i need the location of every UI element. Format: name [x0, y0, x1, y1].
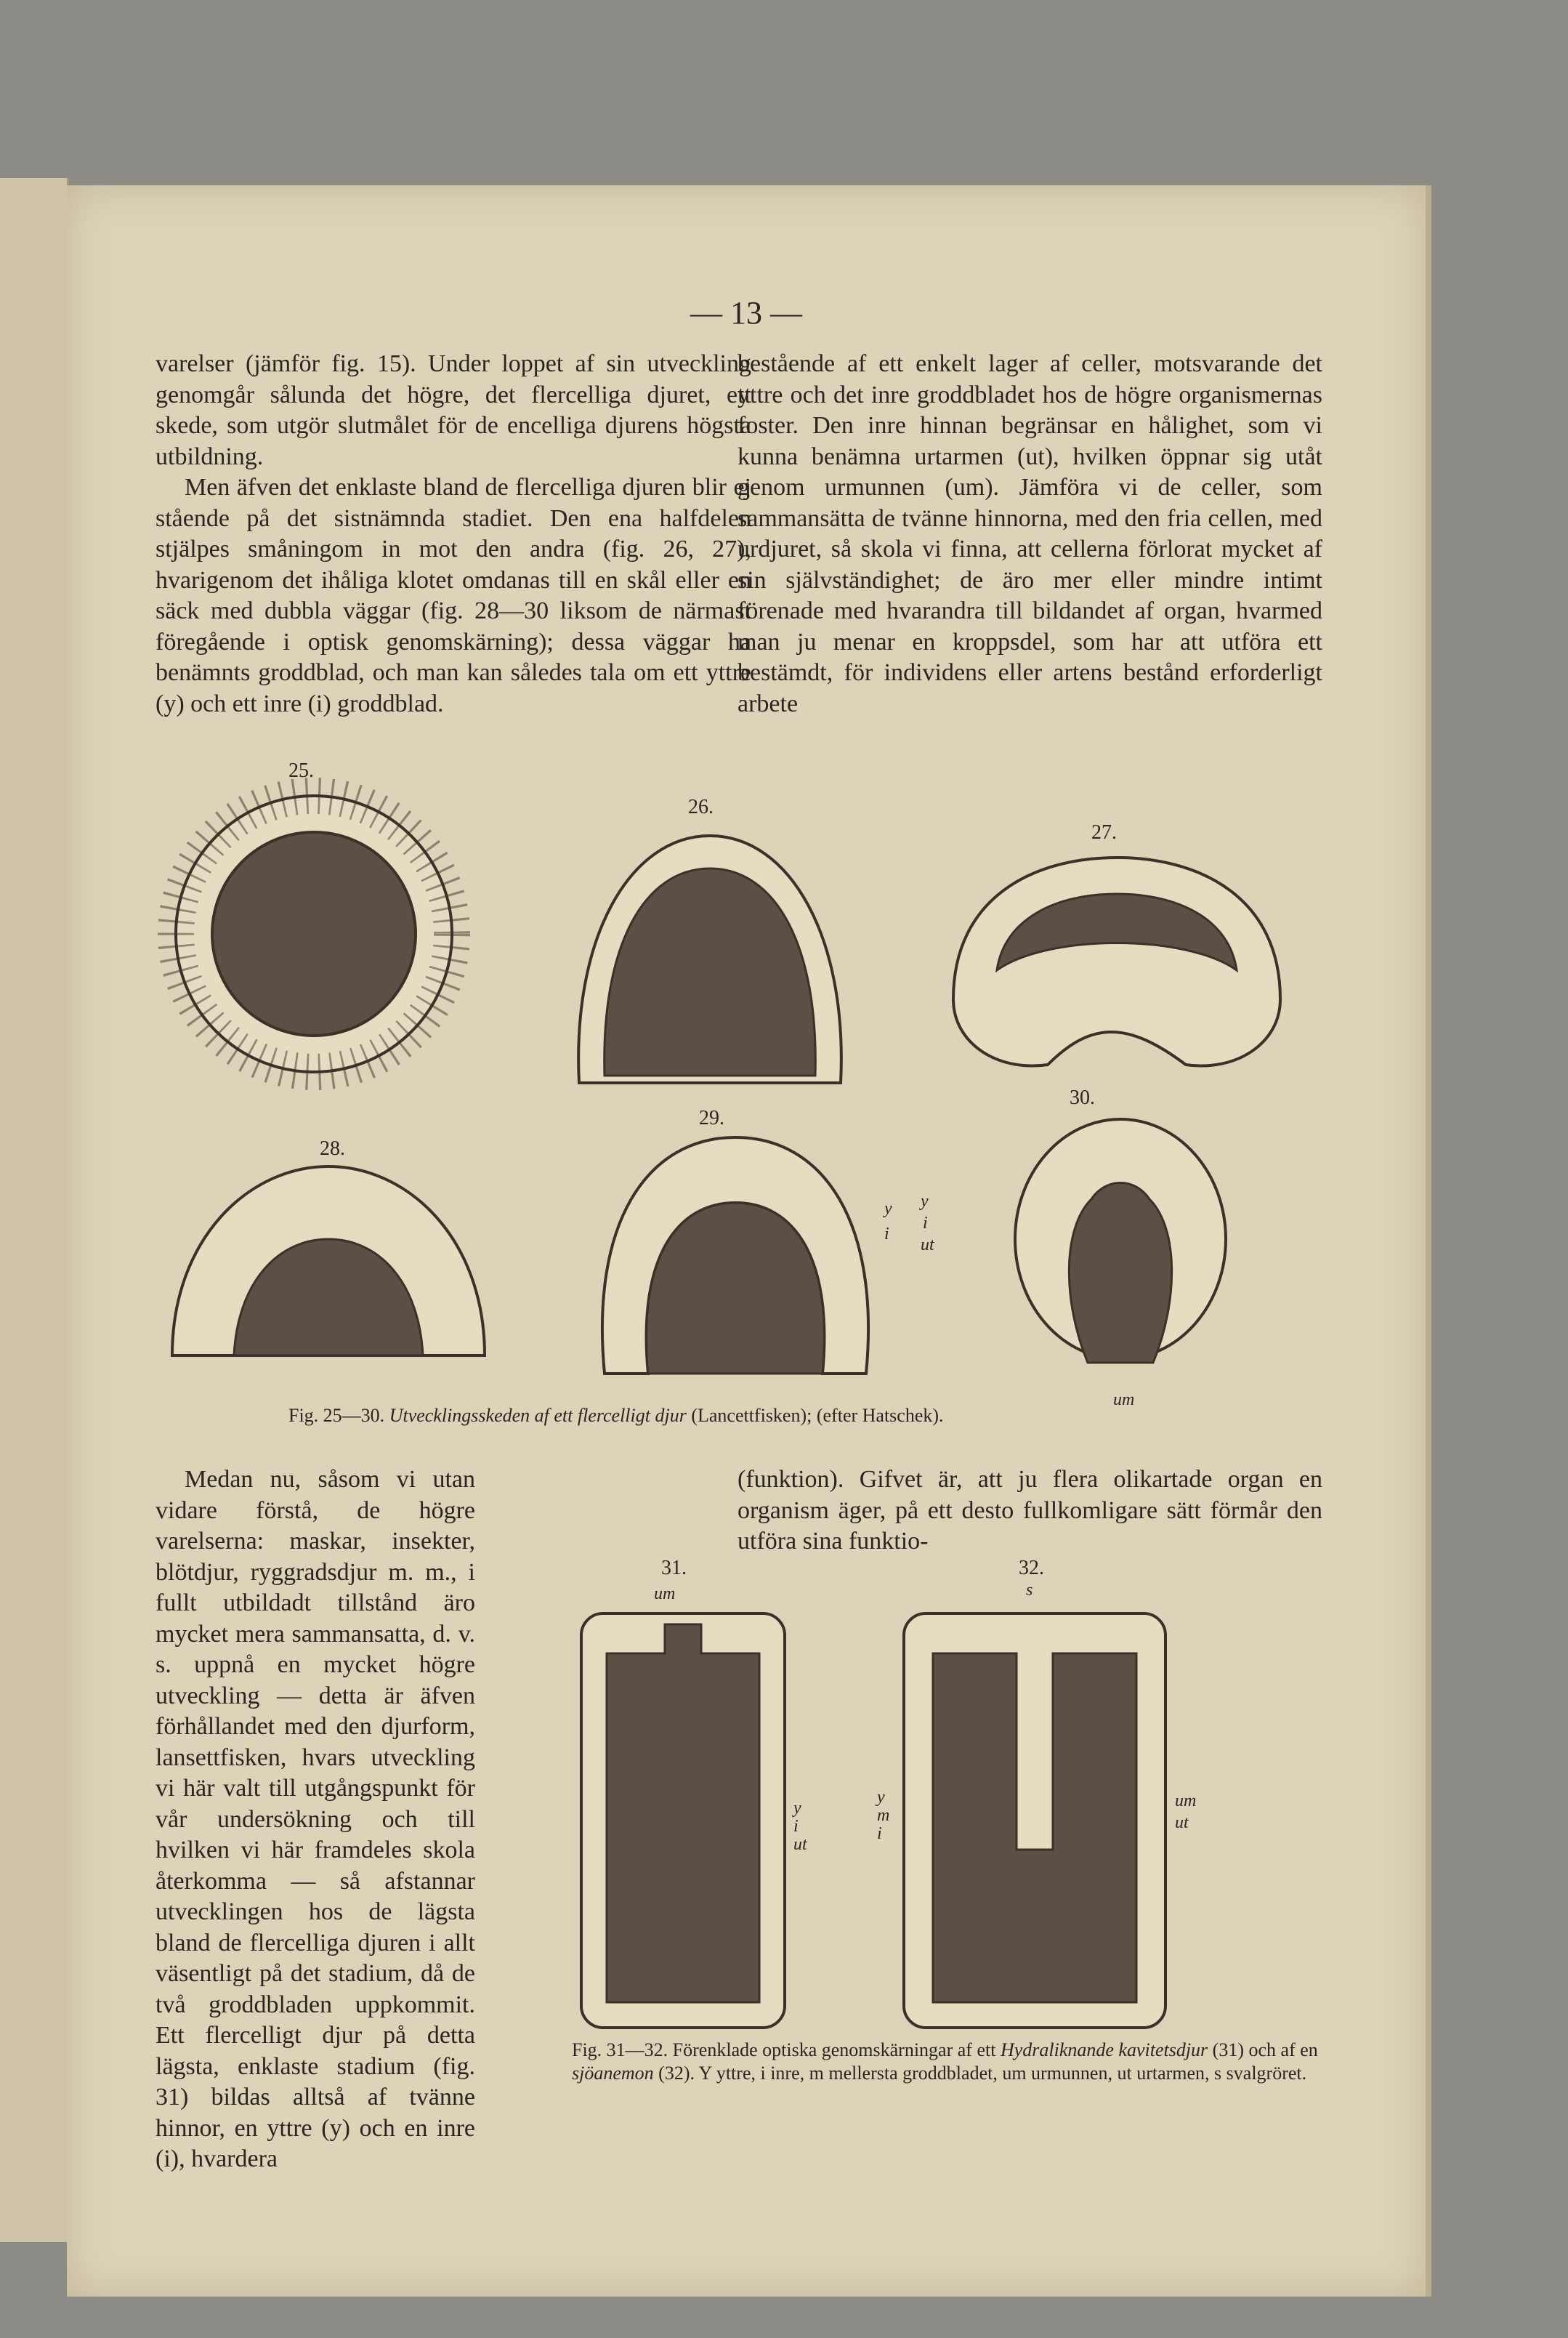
figure-label-27: 27. — [1091, 821, 1117, 844]
label-ut: ut — [921, 1235, 934, 1254]
label-y: y — [884, 1199, 892, 1218]
label-i: i — [877, 1824, 882, 1843]
figure-label-28: 28. — [320, 1137, 345, 1160]
paragraph: varelser (jämför fig. 15). Under loppet af sin utveckling genomgår sålunda det högre, det flercelliga djuret, ett skede, som utgör slutmålet för de encelliga djurens högsta utbildning. — [155, 350, 751, 470]
figure-label-30: 30. — [1070, 1087, 1095, 1109]
label-i: i — [884, 1225, 889, 1243]
book-page — [67, 185, 1426, 2297]
figure-31-drawing — [578, 1610, 788, 2031]
label-um: um — [1113, 1390, 1135, 1409]
top-left-column — [155, 349, 751, 719]
label-ut: ut — [1175, 1813, 1189, 1832]
label-um: um — [654, 1584, 676, 1603]
figure-29-drawing — [590, 1134, 881, 1377]
label-y: y — [793, 1799, 801, 1818]
bottom-right-column — [737, 1464, 1322, 1557]
figure-caption-25-30: Fig. 25—30. Utvecklingsskeden af ett flercelligt djur (Lancettfisken); (efter Hatschek). — [288, 1405, 944, 1426]
label-i: i — [923, 1214, 928, 1233]
figure-label-31: 31. — [661, 1557, 687, 1579]
figure-label-26: 26. — [688, 796, 714, 818]
figure-30-drawing — [1004, 1112, 1237, 1381]
label-s: s — [1026, 1581, 1033, 1600]
figure-label-29: 29. — [699, 1107, 724, 1129]
label-y: y — [877, 1788, 885, 1807]
label-m: m — [877, 1806, 890, 1825]
paragraph: bestående af ett enkelt lager af celler, motsvarande det yttre och det inre groddbladet hos de högre organismernas foster. Den inre hinnan begränsar en hålighet, som vi kunna benämna urtarmen (ut), hvilken öppnar sig utåt genom urmunnen (um). Jämföra vi de celler, som sammansätta de tvänne hinnorna, med den fria cellen, med urdjuret, så skola vi finna, att cellerna förlorat mycket af sin självständighet; de äro mer eller mindre intimt förenade med hvarandra till bildandet af organ, hvarmed man ju menar en kroppsdel, som har att utföra ett bestämdt, för individens eller artens bestånd erforderligt arbete — [737, 350, 1322, 717]
top-right-column — [737, 349, 1322, 719]
paragraph: Medan nu, såsom vi utan vidare förstå, de högre varelserna: maskar, insekter, blötdjur, ryggradsdjur m. m., i fullt utbildadt tillstånd äro mycket mera sammansatta, d. v. s. uppnå en mycket högre utveckling — detta är äfven förhållandet med den djurform, lansettfisken, hvars utveckling vi här valt till utgångspunkt för vår undersökning och till hvilken vi här framdeles skola återkomma — så afstannar utvecklingen hos de lägsta bland de flercelliga djuren i allt väsentligt på det stadium, då de två groddbladen uppkommit. Ett flercelligt djur på detta lägsta, enklaste stadium (fig. 31) bildas alltså af tvänne hinnor, en yttre (y) och en inre (i), hvardera — [155, 1466, 475, 2172]
label-ut: ut — [793, 1835, 807, 1854]
label-y: y — [921, 1192, 929, 1211]
paragraph: (funktion). Gifvet är, att ju flera olikartade organ en organism äger, på ett desto fullkomligare sätt förmår den utföra sina funktio- — [737, 1466, 1322, 1555]
figure-label-25: 25. — [288, 759, 314, 782]
label-um: um — [1175, 1791, 1197, 1810]
previous-page-edge — [0, 178, 69, 2242]
label-i: i — [793, 1817, 799, 1836]
figure-26-drawing — [572, 829, 848, 1097]
page-number: — 13 — — [690, 295, 802, 331]
figure-28-drawing — [169, 1159, 488, 1363]
paragraph: Men äfven det enklaste bland de flercelliga djuren blir ej stående på det sistnämnda stadiet. Den ena halfdelen stjälpes småningom in mot den andra (fig. 26, 27), hvarigenom det ihåliga klotet omdanas till en skål eller en säck med dubbla väggar (fig. 28—30 liksom de närmast föregående i optisk genomskärning); dessa väggar ha benämnts groddblad, och man kan således tala om ett yttre (y) och ett inre (i) groddblad. — [155, 474, 751, 717]
figure-32-drawing — [900, 1610, 1169, 2031]
figure-25-drawing — [169, 789, 459, 1079]
figure-label-32: 32. — [1019, 1557, 1044, 1579]
figure-27-drawing — [946, 854, 1288, 1079]
figure-caption-31-32: Fig. 31—32. Förenklade optiska genomskärningar af ett Hydraliknande kavitetsdjur (31) och af en sjöanemon (32). Y yttre, i inre, m mellersta groddbladet, um urmunnen, ut urtarmen, s svalgröret. — [572, 2039, 1318, 2084]
